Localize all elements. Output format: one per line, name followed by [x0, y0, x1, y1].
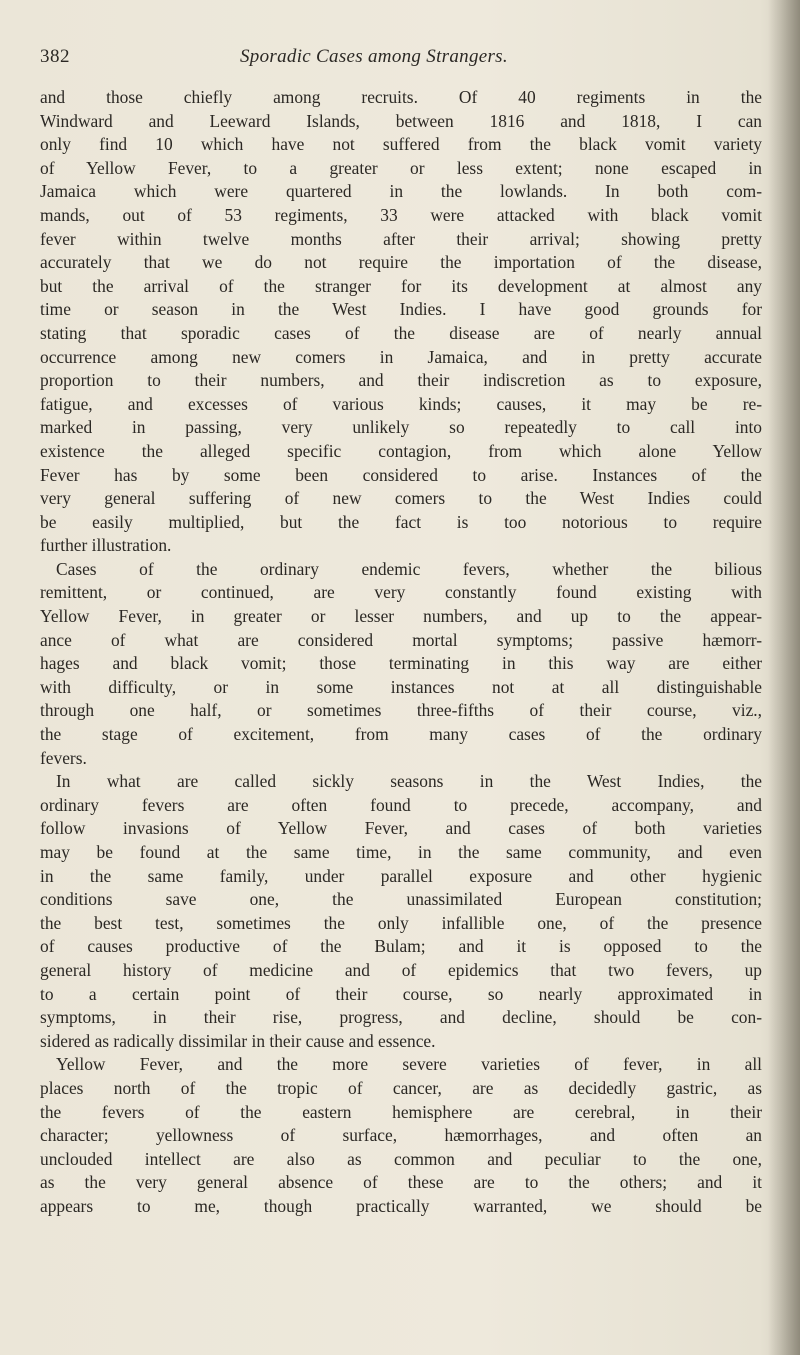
- text-line: Jamaica which were quartered in the lowlands. In both com-: [40, 181, 762, 202]
- text-line: the fevers of the eastern hemisphere are cerebral, in their: [40, 1101, 762, 1122]
- text-line: places north of the tropic of cancer, are as decidedly gastric, as: [40, 1077, 762, 1098]
- text-line: may be found at the same time, in the same community, and even: [40, 842, 762, 862]
- text-line: Fever has by some been considered to arise. Instances of the: [40, 464, 762, 485]
- text-line: mands, out of 53 regiments, 33 were attacked with black vomit: [40, 204, 762, 225]
- page-edge-shadow: [768, 0, 800, 1355]
- text-line: very general suffering of new comers to the West Indies could: [40, 488, 762, 509]
- text-line: follow invasions of Yellow Fever, and cases of both varieties: [40, 818, 762, 839]
- text-line: existence the alleged specific contagion, from which alone Yellow: [40, 440, 762, 461]
- text-line: ordinary fevers are often found to precede, accompany, and: [40, 794, 762, 815]
- text-line: be easily multiplied, but the fact is too notorious to require: [40, 511, 762, 532]
- text-line: fever within twelve months after their arrival; showing pretty: [40, 228, 762, 249]
- page-header: [40, 46, 740, 70]
- text-line: accurately that we do not require the importation of the disease,: [40, 252, 762, 273]
- text-line: in the same family, under parallel exposure and other hygienic: [40, 865, 762, 886]
- text-line: only find 10 which have not suffered from the black vomit variety: [40, 134, 762, 155]
- text-line: the best test, sometimes the only infallible one, of the presence: [40, 912, 762, 933]
- text-line: Yellow Fever, and the more severe varieties of fever, in all: [56, 1054, 762, 1075]
- body-text: [40, 86, 762, 1219]
- text-line: proportion to their numbers, and their indiscretion as to exposure,: [40, 370, 762, 391]
- text-line: occurrence among new comers in Jamaica, and in pretty accurate: [40, 346, 762, 367]
- text-line: unclouded intellect are also as common and peculiar to the one,: [40, 1148, 762, 1169]
- page-number: 382: [40, 46, 70, 67]
- text-line: hages and black vomit; those terminating in this way are either: [40, 653, 762, 674]
- text-line: time or season in the West Indies. I have good grounds for: [40, 299, 762, 320]
- text-line: ance of what are considered mortal symptoms; passive hæmorr-: [40, 629, 762, 650]
- text-line: Windward and Leeward Islands, between 1816 and 1818, I can: [40, 110, 762, 131]
- text-line: through one half, or sometimes three-fifths of their course, viz.,: [40, 700, 762, 721]
- text-line: and those chiefly among recruits. Of 40 regiments in the: [40, 87, 762, 107]
- text-line: fevers.: [40, 747, 87, 768]
- text-line: of causes productive of the Bulam; and it is opposed to the: [40, 936, 762, 957]
- text-line: In what are called sickly seasons in the West Indies, the: [56, 771, 762, 792]
- text-line: of Yellow Fever, to a greater or less extent; none escaped in: [40, 157, 762, 178]
- text-line: appears to me, though practically warranted, we should be: [40, 1195, 762, 1216]
- text-line: Yellow Fever, in greater or lesser numbers, and up to the appear-: [40, 606, 762, 627]
- text-line: remittent, or continued, are very constantly found existing with: [40, 582, 762, 603]
- running-title: Sporadic Cases among Strangers.: [240, 46, 508, 67]
- text-line: character; yellowness of surface, hæmorrhages, and often an: [40, 1125, 762, 1146]
- text-line: the stage of excitement, from many cases of the ordinary: [40, 724, 762, 745]
- text-line: sidered as radically dissimilar in their cause and essence.: [40, 1030, 436, 1051]
- text-line: fatigue, and excesses of various kinds; causes, it may be re-: [40, 393, 762, 414]
- text-line: with difficulty, or in some instances not at all distinguishable: [40, 676, 762, 697]
- text-line: general history of medicine and of epidemics that two fevers, up: [40, 959, 762, 980]
- text-line: symptoms, in their rise, progress, and decline, should be con-: [40, 1007, 762, 1028]
- text-line: conditions save one, the unassimilated European constitution;: [40, 889, 762, 910]
- text-line: to a certain point of their course, so nearly approximated in: [40, 983, 762, 1004]
- text-line: stating that sporadic cases of the disease are of nearly annual: [40, 322, 762, 343]
- text-line: Cases of the ordinary endemic fevers, whether the bilious: [56, 558, 762, 579]
- text-line: but the arrival of the stranger for its development at almost any: [40, 275, 762, 296]
- text-line: marked in passing, very unlikely so repeatedly to call into: [40, 417, 762, 438]
- text-line: as the very general absence of these are to the others; and it: [40, 1172, 762, 1193]
- text-line: further illustration.: [40, 535, 172, 556]
